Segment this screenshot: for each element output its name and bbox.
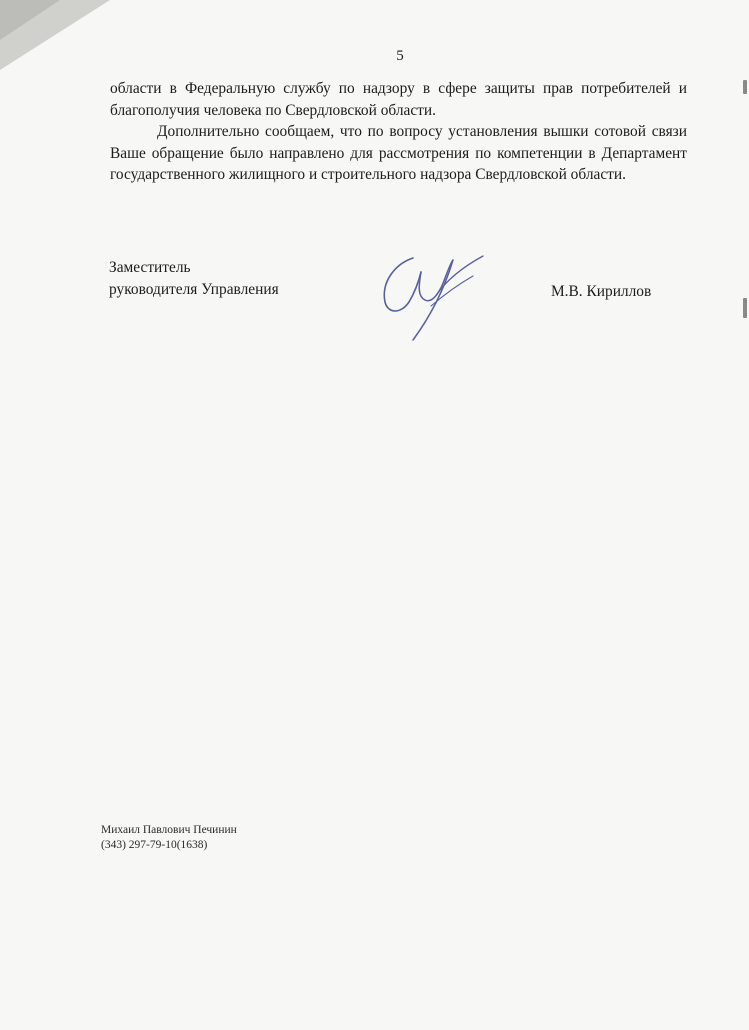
position-line: Заместитель (109, 259, 191, 276)
folded-corner-inner-shadow (0, 0, 60, 40)
page-number: 5 (396, 48, 404, 64)
body-paragraph: области в Федеральную службу по надзору в сфере защиты прав потребителей и благополучия человека по Свердловской области. (110, 80, 687, 119)
signatory-position (109, 257, 279, 301)
handwritten-signature (375, 250, 495, 345)
scan-edge-mark (743, 80, 747, 94)
position-line: руководителя Управления (109, 281, 279, 298)
executor-phone: (343) 297-79-10(1638) (101, 839, 208, 851)
executor-info (101, 823, 237, 853)
executor-name: Михаил Павлович Печинин (101, 824, 237, 836)
letter-body (110, 78, 687, 186)
body-paragraph: Дополнительно сообщаем, что по вопросу установления вышки сотовой связи Ваше обращение было направлено для рассмотрения по компетенции в Департамент государственного жилищного и строительного надзора Свердловской области. (110, 123, 687, 183)
signatory-name: М.В. Кириллов (551, 283, 652, 300)
scan-edge-mark (743, 298, 747, 318)
